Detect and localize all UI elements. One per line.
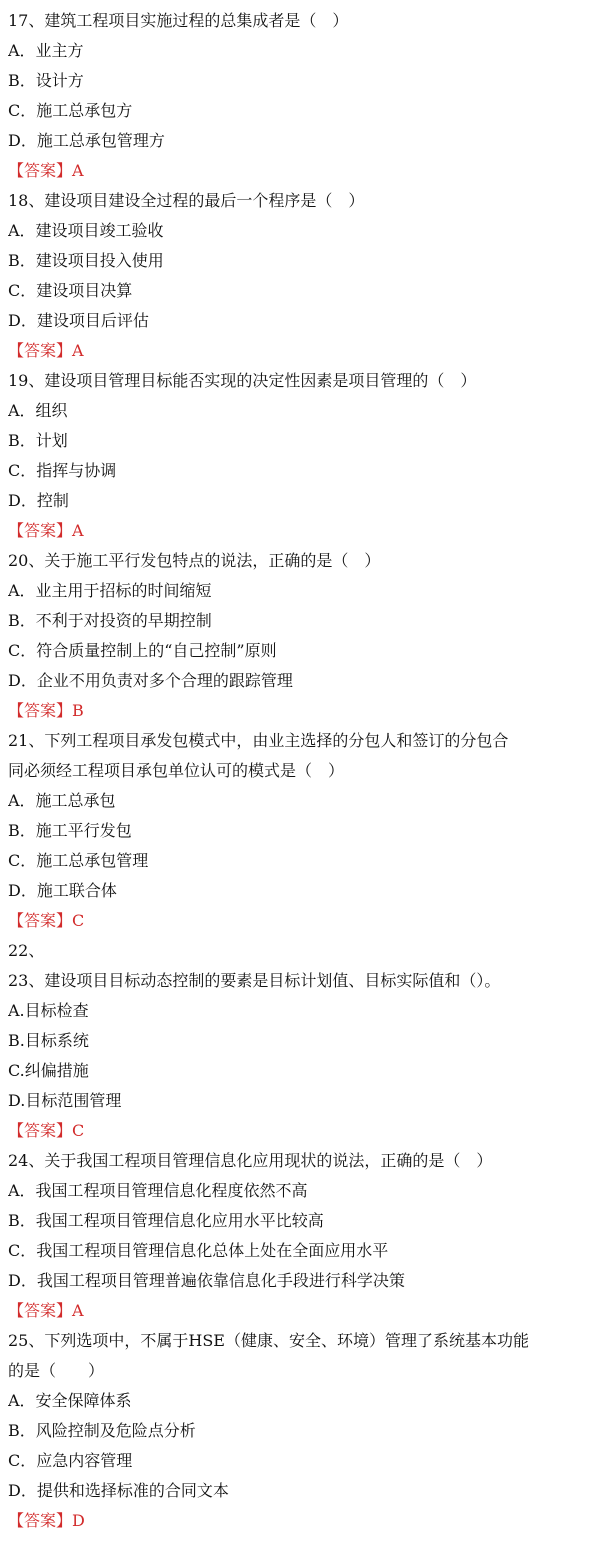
question-stem: 的是（ ） [8, 1361, 105, 1380]
answer-option: A．组织 [8, 401, 68, 420]
answer-option: C．施工总承包方 [8, 101, 133, 120]
question-block [8, 936, 592, 966]
answer-option: B．施工平行发包 [8, 821, 132, 840]
answer-label: 答案 [24, 1301, 57, 1320]
answer-line [8, 1506, 592, 1536]
answer-bracket-right: 】 [56, 161, 73, 180]
answer-line [8, 156, 592, 186]
answer-line [8, 1116, 592, 1146]
answer-bracket-right: 】 [56, 911, 73, 930]
answer-option: B.目标系统 [8, 1031, 89, 1050]
answer-option: D．建设项目后评估 [8, 311, 149, 330]
question-block [8, 1326, 592, 1536]
answer-option: D．施工总承包管理方 [8, 131, 165, 150]
answer-option: D．施工联合体 [8, 881, 117, 900]
answer-value: A [72, 341, 84, 360]
answer-bracket-left: 【 [8, 521, 25, 540]
answer-option: A．建设项目竣工验收 [8, 221, 164, 240]
answer-bracket-right: 】 [56, 1121, 73, 1140]
answer-option: A．业主用于招标的时间缩短 [8, 581, 212, 600]
answer-line [8, 696, 592, 726]
answer-value: A [72, 521, 84, 540]
question-block [8, 726, 592, 936]
answer-bracket-left: 【 [8, 161, 25, 180]
answer-label: 答案 [24, 911, 57, 930]
question-stem: 25、下列选项中，不属于HSE（健康、安全、环境）管理了系统基本功能 [8, 1331, 529, 1350]
answer-value: D [72, 1511, 85, 1530]
answer-label: 答案 [24, 341, 57, 360]
answer-option: C．我国工程项目管理信息化总体上处在全面应用水平 [8, 1241, 389, 1260]
question-stem: 20、关于施工平行发包特点的说法，正确的是（ ） [8, 551, 381, 570]
question-stem: 同必须经工程项目承包单位认可的模式是（ ） [8, 761, 345, 780]
answer-option: C．指挥与协调 [8, 461, 117, 480]
answer-option: B．不利于对投资的早期控制 [8, 611, 212, 630]
answer-bracket-left: 【 [8, 1511, 25, 1530]
answer-bracket-right: 】 [56, 701, 73, 720]
answer-label: 答案 [24, 161, 57, 180]
answer-line [8, 1296, 592, 1326]
question-stem: 23、建设项目目标动态控制的要素是目标计划值、目标实际值和（）。 [8, 971, 501, 990]
answer-value: B [72, 701, 84, 720]
answer-label: 答案 [24, 1511, 57, 1530]
answer-option: B．风险控制及危险点分析 [8, 1421, 196, 1440]
question-stem: 21、下列工程项目承发包模式中，由业主选择的分包人和签订的分包合 [8, 731, 509, 750]
answer-bracket-left: 【 [8, 701, 25, 720]
answer-label: 答案 [24, 521, 57, 540]
answer-value: A [72, 1301, 84, 1320]
answer-bracket-left: 【 [8, 911, 25, 930]
answer-option: C．符合质量控制上的“自己控制”原则 [8, 641, 277, 660]
answer-bracket-right: 】 [56, 1511, 73, 1530]
answer-option: D．我国工程项目管理普遍依靠信息化手段进行科学决策 [8, 1271, 405, 1290]
question-stem: 17、建筑工程项目实施过程的总集成者是（ ） [8, 11, 349, 30]
answer-bracket-right: 】 [56, 341, 73, 360]
answer-bracket-right: 】 [56, 1301, 73, 1320]
answer-line [8, 516, 592, 546]
answer-label: 答案 [24, 1121, 57, 1140]
question-stem: 18、建设项目建设全过程的最后一个程序是（ ） [8, 191, 365, 210]
answer-bracket-left: 【 [8, 341, 25, 360]
answer-bracket-left: 【 [8, 1301, 25, 1320]
answer-option: C．建设项目决算 [8, 281, 133, 300]
question-block [8, 1146, 592, 1326]
answer-option: A．施工总承包 [8, 791, 116, 810]
question-stem: 24、关于我国工程项目管理信息化应用现状的说法，正确的是（ ） [8, 1151, 493, 1170]
answer-option: C．应急内容管理 [8, 1451, 133, 1470]
answer-value: A [72, 161, 84, 180]
question-block [8, 366, 592, 546]
question-block [8, 6, 592, 186]
answer-option: D.目标范围管理 [8, 1091, 122, 1110]
answer-option: C.纠偏措施 [8, 1061, 89, 1080]
answer-option: B．计划 [8, 431, 68, 450]
answer-option: D．企业不用负责对多个合理的跟踪管理 [8, 671, 293, 690]
question-block [8, 186, 592, 366]
answer-option: B．设计方 [8, 71, 84, 90]
answer-option: B．我国工程项目管理信息化应用水平比较高 [8, 1211, 324, 1230]
question-stem: 22、 [8, 941, 45, 960]
answer-option: A．业主方 [8, 41, 84, 60]
answer-option: D．控制 [8, 491, 69, 510]
answer-bracket-right: 】 [56, 521, 73, 540]
answer-bracket-left: 【 [8, 1121, 25, 1140]
question-block [8, 546, 592, 726]
answer-option: A.目标检查 [8, 1001, 89, 1020]
answer-option: D．提供和选择标准的合同文本 [8, 1481, 229, 1500]
answer-option: A．安全保障体系 [8, 1391, 132, 1410]
answer-option: B．建设项目投入使用 [8, 251, 164, 270]
question-stem: 19、建设项目管理目标能否实现的决定性因素是项目管理的（ ） [8, 371, 477, 390]
question-block [8, 966, 592, 1146]
answer-line [8, 906, 592, 936]
answer-option: C．施工总承包管理 [8, 851, 149, 870]
answer-option: A．我国工程项目管理信息化程度依然不高 [8, 1181, 308, 1200]
answer-value: C [72, 911, 85, 930]
answer-label: 答案 [24, 701, 57, 720]
answer-line [8, 336, 592, 366]
answer-value: C [72, 1121, 85, 1140]
